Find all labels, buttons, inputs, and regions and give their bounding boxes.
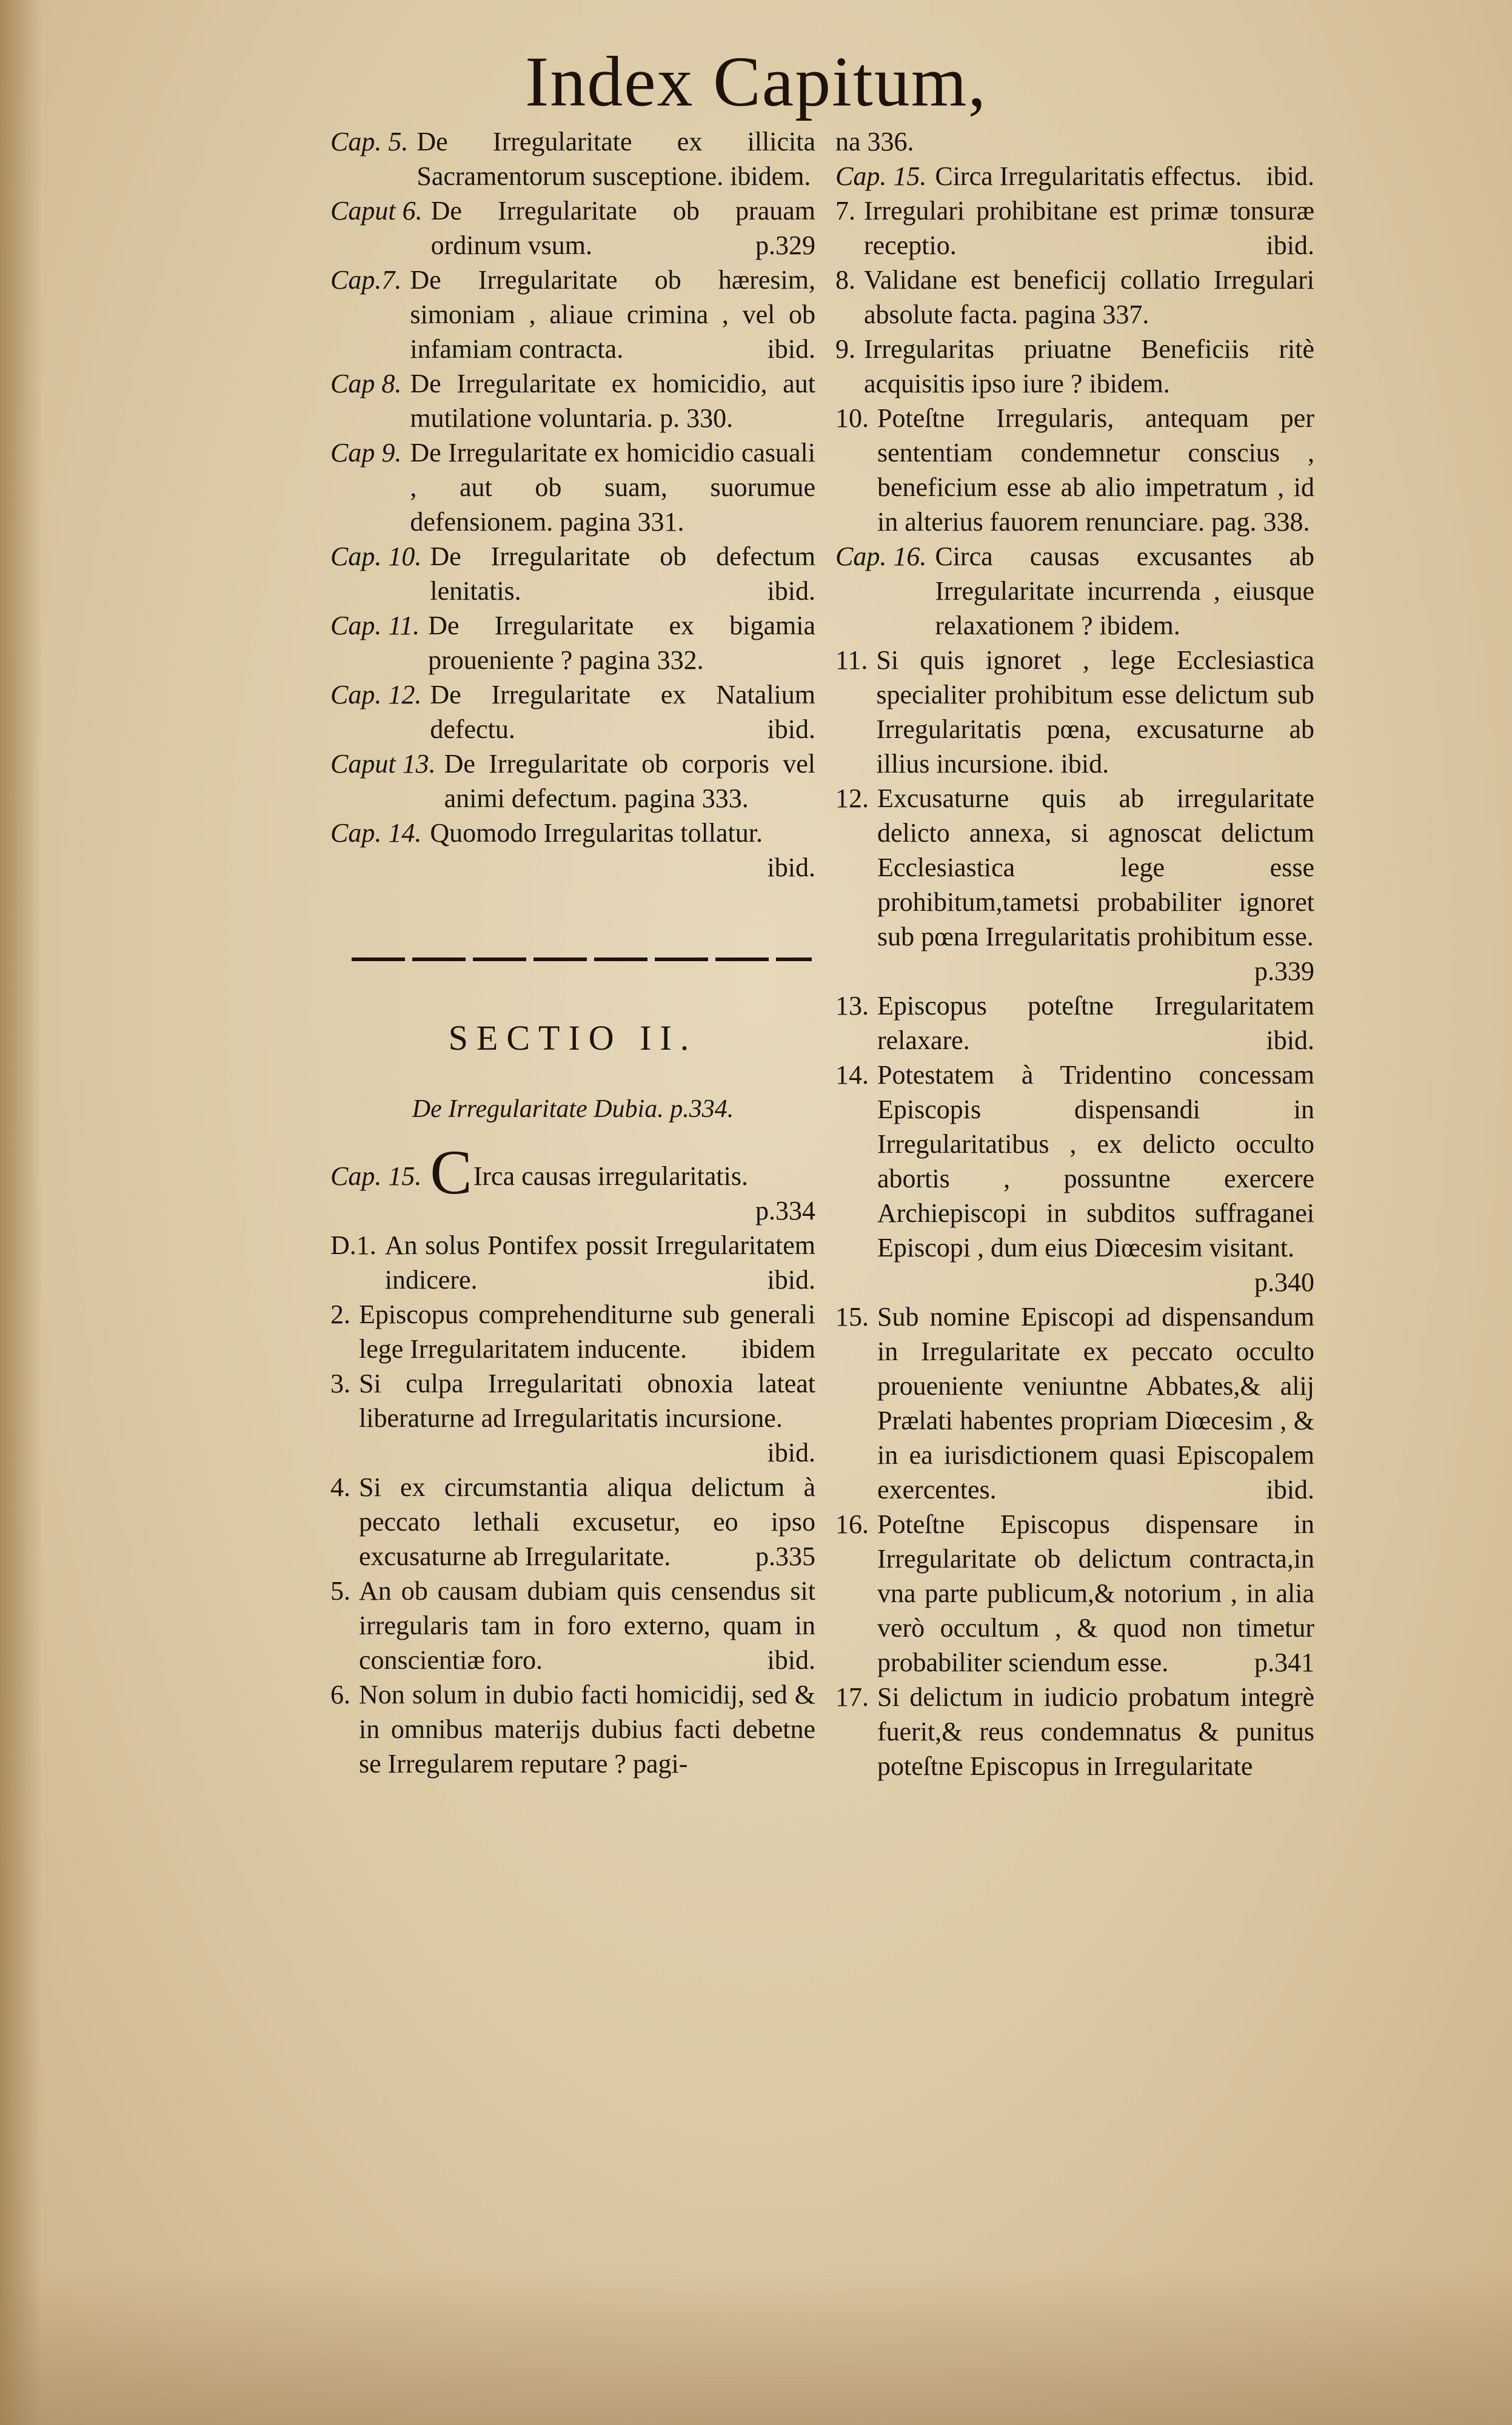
entry-text	[877, 1507, 1314, 1680]
index-entry	[835, 1058, 1314, 1300]
entry-text-body: na 336.	[835, 127, 914, 156]
index-entry	[835, 643, 1314, 781]
index-entry	[835, 539, 1314, 643]
index-entry	[330, 816, 815, 885]
entry-number: Cap. 14.	[330, 818, 422, 848]
entry-number: 13.	[835, 991, 869, 1021]
entry-page: ibid.	[767, 1265, 815, 1295]
index-entry	[835, 1680, 1314, 1783]
entry-number: 12.	[835, 783, 869, 813]
entry-text	[430, 816, 815, 885]
entry-text-body: Circa causas excusantes ab Irregularitate incurrenda , eiusque relaxationem ? ibidem.	[935, 542, 1314, 640]
entry-number: 10.	[835, 403, 869, 433]
entry-page: ibid.	[767, 334, 815, 364]
entry-text	[877, 988, 1314, 1058]
entry-text-body: Non solum in dubio facti homicidij, sed & in omnibus materijs dubius facti debetne se Irregularem reputare ? pagi-	[359, 1680, 815, 1779]
right-column	[835, 124, 1314, 1783]
left-entries-bottom	[330, 1228, 815, 1781]
entry-text	[410, 263, 815, 366]
entry-text	[444, 746, 815, 816]
index-entry	[330, 366, 815, 435]
section-subtitle: De Irregularitate Dubia. p.334.	[412, 1095, 734, 1123]
entry-number: 3.	[330, 1369, 350, 1398]
index-entry	[330, 1677, 815, 1781]
index-entry	[835, 124, 1314, 159]
entry-text	[877, 1680, 1314, 1783]
entry-text	[877, 781, 1314, 988]
entry-text-body: De Irregularitate ex Natalium defectu.	[430, 680, 815, 744]
index-entry	[835, 1300, 1314, 1507]
entry-number: 6.	[330, 1680, 350, 1709]
entry-text-body: Si ex circumstantia aliqua delictum à peccato lethali excusetur, eo ipso excusaturne ab Irregularitate.	[359, 1472, 815, 1571]
index-entry	[330, 435, 815, 539]
entry-text	[430, 539, 815, 608]
entry-number: Cap 8.	[330, 369, 402, 398]
entry-text-body: Episcopus poteſtne Irregularitatem relaxare.	[877, 991, 1314, 1055]
entry-text	[877, 1300, 1314, 1507]
entry-text	[877, 1058, 1314, 1300]
index-entry	[330, 193, 815, 263]
entry-text	[359, 1470, 815, 1574]
entry-text-body: De Irregularitate ex illicita Sacramentorum susceptione. ibidem.	[416, 127, 815, 191]
entry-number: Cap. 15.	[330, 1161, 422, 1191]
index-entry	[330, 608, 815, 677]
entry-number: 15.	[835, 1302, 869, 1332]
entry-page: p.340	[1254, 1267, 1314, 1297]
entry-text-body: Si culpa Irregularitati obnoxia lateat liberaturne ad Irregularitatis incursione.	[359, 1369, 815, 1433]
entry-text-body: Circa Irregularitatis effectus.	[935, 161, 1242, 191]
left-column	[330, 124, 815, 1781]
entry-text-body: Irca causas irregularitatis.	[473, 1161, 748, 1191]
entry-page: ibid.	[767, 714, 815, 744]
entry-page: ibid.	[767, 1645, 815, 1675]
entry-text	[416, 124, 815, 193]
entry-text-body: Validane est beneficij collatio Irregulari absolute facta. pagina 337.	[864, 265, 1314, 329]
index-entry	[330, 1366, 815, 1470]
entry-page: p.335	[755, 1541, 815, 1571]
index-entry	[835, 781, 1314, 988]
entry-text-body: De Irregularitate ob defectum lenitatis.	[430, 542, 815, 606]
index-entry	[835, 159, 1314, 193]
entry-number: 2.	[330, 1300, 350, 1329]
index-entry	[835, 263, 1314, 332]
page-title: Index Capitum,	[524, 42, 988, 121]
left-entries-top	[330, 124, 815, 885]
entry-number: 11.	[835, 645, 868, 675]
index-entry	[835, 401, 1314, 539]
entry-number: Cap. 11.	[330, 611, 420, 640]
entry-text-body: Poteſtne Episcopus dispensare in Irregularitate ob delictum contracta,in vna parte publicum,& notorium , in alia verò occultum , & quod non timetur probabiliter sciendum esse.	[877, 1509, 1314, 1677]
entry-number: 8.	[835, 265, 855, 295]
entry-text	[430, 1138, 815, 1228]
entry-page: ibid.	[1266, 1475, 1314, 1504]
entry-page: p.339	[1254, 956, 1314, 986]
index-entry	[330, 263, 815, 366]
index-entry	[330, 1470, 815, 1574]
entry-page: ibidem	[741, 1334, 815, 1364]
entry-page: ibid.	[767, 853, 815, 882]
entry-text	[835, 124, 1314, 159]
section-divider	[352, 958, 812, 961]
index-entry	[330, 746, 815, 816]
entry-text	[935, 159, 1314, 193]
entry-page: ibid.	[767, 576, 815, 606]
entry-text	[359, 1366, 815, 1470]
entry-number: Caput 13.	[330, 749, 436, 779]
entry-text-body: De Irregularitate ex homicidio, aut mutilatione voluntaria. p. 330.	[410, 369, 815, 433]
entry-number: Cap. 5.	[330, 127, 409, 156]
entry-text	[359, 1677, 815, 1781]
entry-text-body: Poteſtne Irregularis, antequam per sententiam condemnetur conscius , beneficium esse ab alio impetratum , id in alterius fauorem renunciare. pag. 338.	[877, 403, 1314, 537]
entry-text-body: Episcopus comprehenditurne sub generali lege Irregularitatem inducente.	[359, 1300, 815, 1364]
entry-text-body: Irregulari prohibitane est primæ tonsuræ receptio.	[864, 196, 1314, 260]
index-entry	[835, 332, 1314, 401]
entry-page: p.334	[755, 1196, 815, 1226]
entry-text-body: Excusaturne quis ab irregularitate delicto annexa, si agnoscat delictum Ecclesiastica lege esse prohibitum,tametsi probabiliter ignoret sub pœna Irregularitatis prohibitum esse.	[877, 783, 1314, 951]
entry-text-body: Potestatem à Tridentino concessam Episcopis dispensandi in Irregularitatibus , ex delicto occulto abortis , possuntne exercere Archiepiscopi in subditos suffraganei Episcopi , dum eius Diœcesim visitant.	[877, 1060, 1314, 1263]
entry-number: 14.	[835, 1060, 869, 1090]
entry-page: ibid.	[767, 1438, 815, 1467]
section-title: SECTIO II.	[448, 1018, 698, 1058]
entry-number: 5.	[330, 1576, 350, 1606]
index-entry	[330, 1574, 815, 1677]
entry-number: Cap. 16.	[835, 542, 927, 571]
entry-number: 9.	[835, 334, 855, 364]
entry-text	[359, 1574, 815, 1677]
entry-text	[876, 643, 1314, 781]
entry-number: Cap. 15.	[835, 161, 927, 191]
entry-number: D.1.	[330, 1230, 376, 1260]
index-entry	[330, 1297, 815, 1366]
entry-text-body: De Irregularitate ex homicidio casuali , aut ob suam, suorumue defensionem. pagina 331.	[410, 438, 815, 537]
entry-text	[864, 332, 1314, 401]
entry-number: 17.	[835, 1682, 869, 1712]
entry-text-body: Quomodo Irregularitas tollatur.	[430, 818, 763, 848]
index-entry	[835, 193, 1314, 263]
entry-text-body: De Irregularitate ob corporis vel animi defectum. pagina 333.	[444, 749, 815, 813]
entry-number: Cap 9.	[330, 438, 402, 468]
entry-text	[935, 539, 1314, 643]
entry-text	[877, 401, 1314, 539]
entry-text-body: Irregularitas priuatne Beneficiis ritè acquisitis ipso iure ? ibidem.	[864, 334, 1314, 398]
entry-text	[359, 1297, 815, 1366]
entry-text-body: Sub nomine Episcopi ad dispensandum in Irregularitate ex peccato occulto proueniente veniuntne Abbates,& alij Prælati habentes propriam Diœcesim , & in ea iurisdictionem quasi Episcopalem exercentes.	[877, 1302, 1314, 1504]
entry-number: Caput 6.	[330, 196, 423, 226]
entry-text-body: An solus Pontifex possit Irregularitatem indicere.	[384, 1230, 815, 1295]
entry-text	[410, 366, 815, 435]
drop-initial: C	[430, 1138, 472, 1207]
entry-text-body: De Irregularitate ob prauam ordinum vsum.	[430, 196, 815, 260]
entry-number: Cap.7.	[330, 265, 402, 295]
entry-text	[385, 1228, 815, 1297]
entry-text-body: Si delictum in iudicio probatum integrè fuerit,& reus condemnatus & punitus poteſtne Episcopus in Irregularitate	[877, 1682, 1314, 1781]
index-entry	[330, 539, 815, 608]
index-entry	[835, 1507, 1314, 1680]
right-entries	[835, 124, 1314, 1783]
chapter-15-entry	[330, 1138, 815, 1228]
entry-text-body: De Irregularitate ex bigamia proueniente ? pagina 332.	[428, 611, 815, 675]
entry-page: p.329	[755, 230, 815, 260]
entry-number: 7.	[835, 196, 855, 226]
entry-number: Cap. 12.	[330, 680, 422, 709]
page-edge-shadow	[0, 0, 42, 2425]
entry-number: 4.	[330, 1472, 350, 1502]
entry-text-body: An ob causam dubiam quis censendus sit irregularis tam in foro externo, quam in conscientiæ foro.	[359, 1576, 815, 1675]
entry-page: ibid.	[1266, 1025, 1314, 1055]
index-entry	[330, 1228, 815, 1297]
entry-text	[864, 263, 1314, 332]
index-entry	[835, 988, 1314, 1058]
entry-text	[410, 435, 815, 539]
entry-text-body: Si quis ignoret , lege Ecclesiastica specialiter prohibitum esse delictum sub Irregularitatis pœna, excusaturne ab illius incursione. ibid.	[876, 645, 1314, 779]
entry-page: ibid.	[1266, 230, 1314, 260]
index-entry	[330, 124, 815, 193]
entry-text	[864, 193, 1314, 263]
entry-number: 16.	[835, 1509, 869, 1539]
index-entry	[330, 677, 815, 746]
entry-text	[431, 193, 815, 263]
entry-page: ibid.	[1266, 161, 1314, 191]
entry-text-body: De Irregularitate ob hæresim, simoniam , aliaue crimina , vel ob infamiam contracta.	[410, 265, 815, 364]
entry-page: p.341	[1254, 1648, 1314, 1677]
entry-number: Cap. 10.	[330, 542, 422, 571]
entry-text	[428, 608, 815, 677]
page-bottom-stain	[0, 2267, 1512, 2425]
entry-text	[430, 677, 815, 746]
